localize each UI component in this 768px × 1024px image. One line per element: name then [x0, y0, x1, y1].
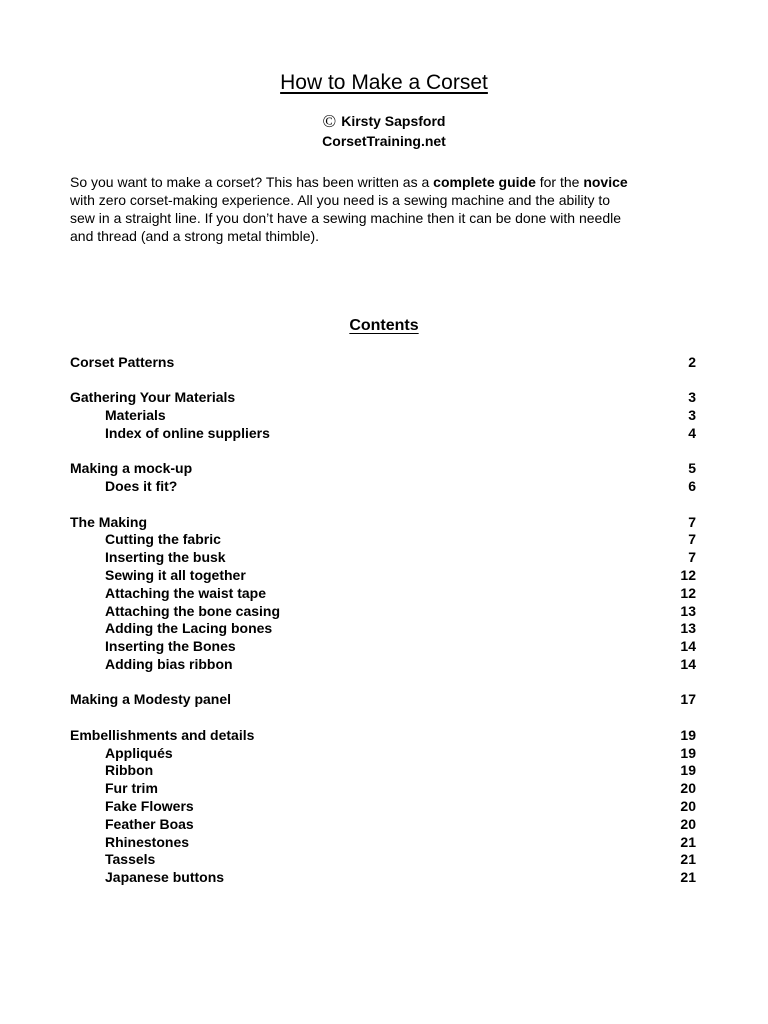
toc-entry-label: Index of online suppliers: [105, 424, 270, 441]
toc-page-number: 7: [688, 549, 696, 566]
intro-line-3: sew in a straight line. If you don’t have a sewing machine then it can be done with needle: [70, 210, 622, 226]
toc-page-number: 13: [680, 602, 696, 619]
toc-entry-label: Sewing it all together: [105, 566, 246, 583]
toc-subentry[interactable]: [70, 780, 696, 798]
toc-subentry[interactable]: [70, 798, 696, 816]
toc-entry[interactable]: [70, 389, 696, 407]
toc-page-number: 21: [680, 869, 696, 886]
toc-section: [70, 354, 696, 372]
toc-page-number: 6: [688, 478, 696, 495]
toc-page-number: 20: [680, 815, 696, 832]
toc-page-number: 14: [680, 638, 696, 655]
copyright-symbol: ©: [322, 111, 337, 131]
toc-section: [70, 514, 696, 674]
toc-subentry[interactable]: [70, 407, 696, 425]
toc-section: [70, 389, 696, 442]
intro-text: for the: [535, 174, 584, 190]
toc-subentry[interactable]: [70, 603, 696, 621]
toc-entry-label: Does it fit?: [105, 478, 178, 495]
toc-entry-label: Gathering Your Materials: [70, 389, 236, 406]
toc-entry-label: Rhinestones: [105, 833, 190, 850]
toc-page-number: 5: [688, 460, 696, 477]
toc-subentry[interactable]: [70, 531, 696, 549]
toc-subentry[interactable]: [70, 745, 696, 763]
toc-page-number: 19: [680, 762, 696, 779]
toc-subentry[interactable]: [70, 585, 696, 603]
toc-page-number: 19: [680, 744, 696, 761]
toc-subentry[interactable]: [70, 638, 696, 656]
intro-paragraph: [70, 173, 710, 245]
toc-entry-label: Materials: [105, 407, 166, 424]
toc-entry-label: Feather Boas: [105, 815, 194, 832]
toc-subentry[interactable]: [70, 478, 696, 496]
toc-subentry[interactable]: [70, 425, 696, 443]
toc-page-number: 12: [680, 584, 696, 601]
toc-entry-label: Inserting the Bones: [105, 638, 236, 655]
toc-entry-label: Tassels: [105, 851, 156, 868]
toc-entry-label: The Making: [70, 513, 148, 530]
toc-subentry[interactable]: [70, 851, 696, 869]
intro-emphasis-novice: novice: [583, 174, 628, 190]
toc-entry[interactable]: [70, 514, 696, 532]
toc-entry-label: Fake Flowers: [105, 797, 194, 814]
toc-subentry[interactable]: [70, 656, 696, 674]
toc-page-number: 14: [680, 655, 696, 672]
toc-entry-label: Adding bias ribbon: [105, 655, 233, 672]
toc-entry[interactable]: [70, 691, 696, 709]
toc-page-number: 12: [680, 566, 696, 583]
toc-subentry[interactable]: [70, 549, 696, 567]
toc-entry-label: Appliqués: [105, 744, 173, 761]
toc-entry[interactable]: [70, 354, 696, 372]
table-of-contents: [70, 354, 696, 904]
author-name: Kirsty Sapsford: [341, 113, 446, 129]
intro-text: So you want to make a corset? This has been written as a: [70, 174, 434, 190]
toc-entry-label: Making a Modesty panel: [70, 691, 232, 708]
toc-entry-label: Corset Patterns: [70, 354, 175, 370]
toc-subentry[interactable]: [70, 762, 696, 780]
toc-subentry[interactable]: [70, 869, 696, 887]
toc-entry-label: Making a mock-up: [70, 460, 193, 477]
toc-entry-label: Embellishments and details: [70, 726, 255, 743]
toc-page-number: 2: [688, 354, 696, 370]
toc-entry-label: Attaching the waist tape: [105, 584, 267, 601]
toc-page-number: 3: [688, 389, 696, 406]
toc-subentry[interactable]: [70, 816, 696, 834]
toc-entry-label: Japanese buttons: [105, 869, 225, 886]
toc-entry-label: Attaching the bone casing: [105, 602, 281, 619]
document-title: How to Make a Corset: [280, 71, 488, 94]
toc-entry-label: Fur trim: [105, 780, 158, 797]
toc-subentry[interactable]: [70, 567, 696, 585]
toc-page-number: 20: [680, 797, 696, 814]
toc-subentry[interactable]: [70, 834, 696, 852]
author-line: [0, 111, 768, 131]
toc-entry-label: Ribbon: [105, 762, 154, 779]
toc-page-number: 20: [680, 780, 696, 797]
toc-page-number: 7: [688, 531, 696, 548]
toc-section: [70, 727, 696, 887]
site-name: CorsetTraining.net: [322, 133, 446, 149]
toc-page-number: 19: [680, 726, 696, 743]
toc-entry-label: Adding the Lacing bones: [105, 620, 273, 637]
toc-entry-label: Cutting the fabric: [105, 531, 221, 548]
toc-page-number: 17: [680, 691, 696, 708]
toc-subentry[interactable]: [70, 620, 696, 638]
toc-page-number: 21: [680, 833, 696, 850]
toc-page-number: 13: [680, 620, 696, 637]
toc-page-number: 7: [688, 513, 696, 530]
contents-heading: Contents: [349, 317, 419, 334]
toc-entry[interactable]: [70, 727, 696, 745]
toc-page-number: 4: [688, 424, 696, 441]
toc-entry-label: Inserting the busk: [105, 549, 226, 566]
toc-section: [70, 460, 696, 496]
intro-line-2: with zero corset-making experience. All you need is a sewing machine and the ability to: [70, 192, 611, 208]
toc-section: [70, 691, 696, 709]
toc-page-number: 3: [688, 407, 696, 424]
toc-page-number: 21: [680, 851, 696, 868]
intro-line-1: [70, 173, 710, 191]
toc-entry[interactable]: [70, 460, 696, 478]
intro-line-4: and thread (and a strong metal thimble).: [70, 228, 320, 244]
intro-emphasis-complete-guide: complete guide: [433, 174, 536, 190]
